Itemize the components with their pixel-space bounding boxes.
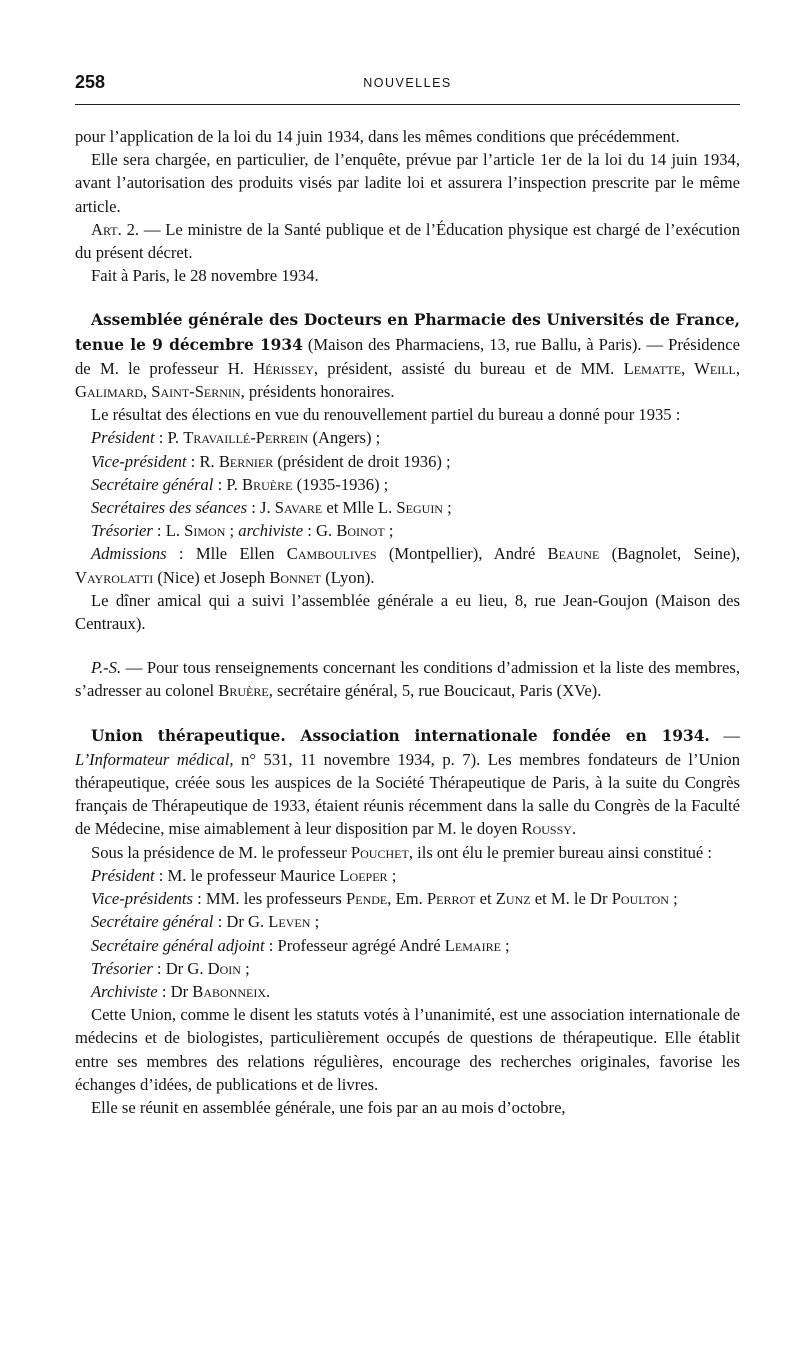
running-title: NOUVELLES bbox=[363, 76, 452, 90]
person-name: Perrot bbox=[426, 889, 476, 909]
role-value: . bbox=[266, 981, 271, 1001]
page-body bbox=[75, 125, 740, 1119]
person-name: Leven bbox=[268, 912, 311, 932]
role-line: Secrétaire général : Dr G. Leven ; bbox=[91, 912, 320, 932]
role-line: Vice-président : R. Bernier (président de droit 1936) ; bbox=[91, 451, 451, 471]
person-name: Roussy bbox=[521, 819, 572, 839]
role-label: Secrétaire général adjoint bbox=[91, 935, 265, 955]
role-value: P. bbox=[226, 474, 243, 494]
role-value: Dr bbox=[170, 981, 193, 1001]
role-value: , Em. bbox=[387, 889, 427, 909]
role-label: Vice-président bbox=[91, 451, 187, 471]
person-name: Bruère bbox=[218, 681, 269, 701]
person-name: Seguin bbox=[396, 498, 443, 518]
role-value: (Nice) et Joseph bbox=[153, 567, 270, 587]
role-value: ; bbox=[310, 912, 320, 932]
role-value: ; bbox=[387, 865, 397, 885]
decree-article-2 bbox=[75, 218, 740, 264]
role-value: et Mlle L. bbox=[322, 498, 397, 518]
page bbox=[75, 68, 740, 1119]
role-line: Admissions : Mlle Ellen Camboulives (Montpellier), André Beaune (Bagnolet, Seine), Vayrolatti (Nice) et Joseph Bonnet (Lyon). bbox=[75, 544, 741, 587]
page-header bbox=[75, 68, 740, 94]
role-value: ; bbox=[240, 958, 250, 978]
assembly-intro-text: , président, assisté du bureau et de MM. bbox=[313, 358, 624, 378]
person-name: Pouchet bbox=[350, 842, 409, 862]
role-value: P. bbox=[167, 428, 184, 448]
role-label: Vice-présidents bbox=[91, 889, 193, 909]
assembly-intro bbox=[75, 308, 740, 403]
role-value: (Lyon). bbox=[321, 567, 375, 587]
role-value: Professeur agrégé André bbox=[277, 935, 445, 955]
role-line: Secrétaire général : P. Bruère (1935-1936) ; bbox=[91, 474, 389, 494]
union-text: , ils ont élu le premier bureau ainsi constitué : bbox=[408, 842, 713, 862]
role-value: ; bbox=[500, 935, 510, 955]
person-name: Lematte, Weill, Galimard, Saint-Sernin bbox=[75, 358, 740, 402]
role-value: G. bbox=[316, 521, 337, 541]
page-number: 258 bbox=[75, 72, 106, 92]
ps-text: , secrétaire général, 5, rue Boucicaut, Paris (XVe). bbox=[268, 681, 602, 701]
role-value: Mlle Ellen bbox=[195, 544, 287, 564]
decree-signature: Fait à Paris, le 28 novembre 1934. bbox=[91, 266, 319, 286]
union-text: Sous la présidence de M. le professeur bbox=[91, 842, 351, 862]
role-label: Admissions bbox=[91, 544, 167, 564]
person-name: Poulton bbox=[611, 889, 669, 909]
person-name: Beaune bbox=[547, 544, 600, 564]
person-name: Pende bbox=[346, 889, 388, 909]
person-name: Hérissey bbox=[253, 358, 314, 378]
decree-paragraph: Elle sera chargée, en particulier, de l’enquête, prévue par l’article 1er de la loi du 14 juin 1934, avant l’autorisation des produits visés par ladite loi et assurera l’inspection prescrite par le même article. bbox=[75, 150, 740, 216]
person-name: Camboulives bbox=[286, 544, 377, 564]
person-name: Bruère bbox=[242, 474, 293, 494]
role-value: M. le professeur Maurice bbox=[167, 865, 340, 885]
role-value: et M. le Dr bbox=[530, 889, 612, 909]
election-results: Le résultat des élections en vue du renouvellement partiel du bureau a donné pour 1935 : bbox=[91, 405, 681, 425]
role-label: Secrétaires des séances bbox=[91, 498, 248, 518]
person-name: Bonnet bbox=[269, 567, 322, 587]
role-line: Archiviste : Dr Babonneix. bbox=[91, 981, 271, 1001]
role-value: J. bbox=[259, 498, 275, 518]
role-value: (Montpellier), André bbox=[376, 544, 548, 564]
header-rule bbox=[75, 104, 740, 105]
postscript bbox=[75, 656, 740, 702]
union-election bbox=[75, 841, 740, 864]
role-value: R. bbox=[199, 451, 219, 471]
role-label: Président bbox=[91, 865, 155, 885]
role-line: Secrétaires des séances : J. Savare et Mlle L. Seguin ; bbox=[91, 498, 452, 518]
role-value: Dr G. bbox=[165, 958, 208, 978]
role-label: Trésorier bbox=[91, 958, 153, 978]
person-name: Bernier bbox=[218, 451, 274, 471]
person-name: Simon bbox=[184, 521, 226, 541]
person-name: Vayrolatti bbox=[75, 567, 154, 587]
role-value: ; bbox=[668, 889, 678, 909]
role-line: Secrétaire général adjoint : Professeur agrégé André Lemaire ; bbox=[91, 935, 510, 955]
person-name: Babonneix bbox=[192, 981, 266, 1001]
role-value: (Bagnolet, Seine), bbox=[599, 544, 741, 564]
ps-text: — Pour tous renseignements concernant les conditions d’admission et la liste des membres, s’adresser au colonel bbox=[75, 658, 740, 701]
union-heading: Union thérapeutique. Association internationale fondée en 1934. bbox=[91, 726, 710, 745]
article-text: — Le ministre de la Santé publique et de l’Éducation physique est chargé de l’exécution du présent décret. bbox=[75, 219, 740, 263]
role-label: Trésorier bbox=[91, 521, 153, 541]
role-value: et bbox=[475, 889, 496, 909]
role-label: Président bbox=[91, 428, 155, 448]
person-name: Travaillé-Perrein bbox=[183, 428, 309, 448]
role-value: MM. les professeurs bbox=[205, 889, 347, 909]
role-line: Trésorier : Dr G. Doin ; bbox=[91, 958, 250, 978]
assembly-heading: Assemblée générale des Docteurs en Pharmacie des Universités de France, tenue le 9 décembre 1934 bbox=[75, 311, 740, 354]
role-value: (Angers) ; bbox=[308, 428, 381, 448]
role-line: Président : P. Travaillé-Perrein (Angers) ; bbox=[91, 428, 381, 448]
decree-paragraph: pour l’application de la loi du 14 juin 1934, dans les mêmes conditions que précédemment. bbox=[75, 127, 680, 146]
person-name: Lemaire bbox=[444, 935, 501, 955]
person-name: Boinot bbox=[336, 521, 385, 541]
union-intro bbox=[75, 724, 740, 841]
journal-title: L’Informateur médical bbox=[75, 749, 230, 769]
role-label: Archiviste bbox=[91, 981, 158, 1001]
person-name: Zunz bbox=[495, 889, 531, 909]
article-label: Art. 2. bbox=[91, 219, 140, 239]
role-value: (président de droit 1936) ; bbox=[273, 451, 451, 471]
role-label: archiviste bbox=[238, 521, 304, 541]
assembly-intro-text: (Maison des Pharmaciens, 13, rue Ballu, à Paris). — Présidence de M. le professeur H. bbox=[75, 334, 740, 378]
role-line: Vice-présidents : MM. les professeurs Pende, Em. Perrot et Zunz et M. le Dr Poulton ; bbox=[91, 889, 678, 909]
role-value: Dr G. bbox=[226, 912, 269, 932]
role-value: (1935-1936) ; bbox=[292, 474, 389, 494]
role-value: ; bbox=[442, 498, 452, 518]
role-label: Secrétaire général bbox=[91, 912, 214, 932]
role-line: Président : M. le professeur Maurice Loeper ; bbox=[91, 865, 397, 885]
role-line: Trésorier : L. Simon ; archiviste : G. Boinot ; bbox=[91, 521, 394, 541]
statutes-paragraph: Cette Union, comme le disent les statuts votés à l’unanimité, est une association internationale de médecins et de biologistes, particulièrement occupés de questions de thérapeutique. Elle établit entre ses membres des relations régulières, encourage des recherches originales, favorise les échanges d’idées, de publications et de livres. bbox=[75, 1005, 740, 1094]
role-label: Secrétaire général bbox=[91, 474, 214, 494]
assembly-intro-text: , présidents honoraires. bbox=[240, 382, 395, 402]
union-text: — bbox=[709, 725, 741, 745]
dinner-paragraph: Le dîner amical qui a suivi l’assemblée générale a eu lieu, 8, rue Jean-Goujon (Maison des Centraux). bbox=[75, 590, 740, 634]
union-text: . bbox=[571, 819, 577, 839]
person-name: Savare bbox=[274, 498, 323, 518]
role-value: L. bbox=[165, 521, 185, 541]
person-name: Doin bbox=[207, 958, 241, 978]
person-name: Loeper bbox=[339, 865, 388, 885]
ps-label: P.-S. bbox=[91, 658, 122, 678]
union-text: , n° 531, 11 novembre 1934, p. 7). Les membres fondateurs de l’Union thérapeutique, créée sous les auspices de la Société Thérapeutique de Paris, à la suite du Congrès français de Thérapeutique de 1933, étaient réunis récemment dans la salle du Congrès de la Faculté de Médecine, mise aimablement à leur disposition par M. le doyen bbox=[75, 749, 740, 839]
meeting-paragraph: Elle se réunit en assemblée générale, une fois par an au mois d’octobre, bbox=[91, 1097, 566, 1117]
